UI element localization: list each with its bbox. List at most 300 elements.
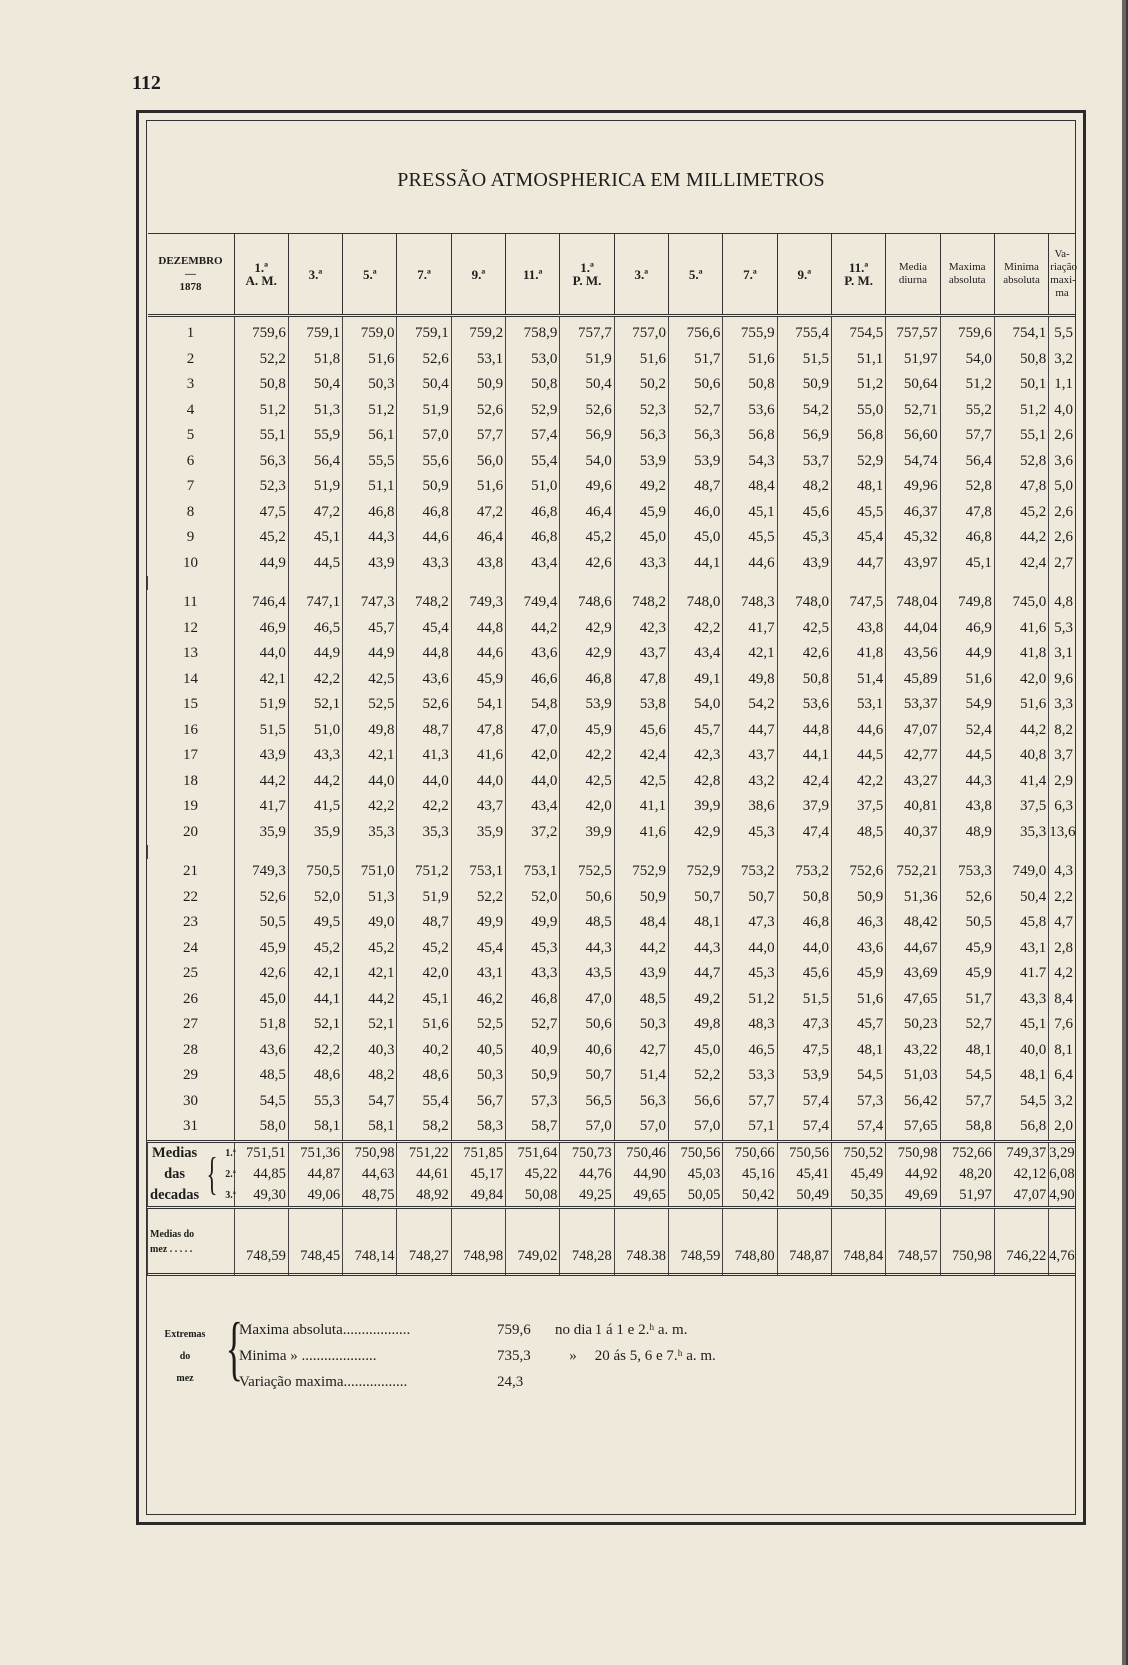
value-cell: 49,2 xyxy=(614,474,668,500)
value-cell: 753,3 xyxy=(940,859,994,885)
value-cell: 748,3 xyxy=(723,590,777,616)
table-row xyxy=(148,551,1076,577)
value-cell: 43,2 xyxy=(723,769,777,795)
day-cell: 29 xyxy=(183,1067,198,1084)
value-cell: 57,1 xyxy=(723,1114,777,1141)
value-cell: 4,2 xyxy=(1049,961,1075,987)
decade-value-cell: 48,92 xyxy=(397,1185,451,1208)
day-cell: 4 xyxy=(186,401,195,418)
value-cell: 43,1 xyxy=(451,961,505,987)
value-cell: 8,2 xyxy=(1049,718,1075,744)
value-cell: 5,3 xyxy=(1049,616,1075,642)
value-cell: 48,1 xyxy=(669,910,723,936)
day-cell: 26 xyxy=(183,990,198,1007)
value-cell: 50,6 xyxy=(560,1012,614,1038)
table-row xyxy=(148,667,1076,693)
value-cell: 49,1 xyxy=(669,667,723,693)
value-cell: 57,0 xyxy=(614,1114,668,1141)
value-cell: 45,0 xyxy=(669,1038,723,1064)
value-cell: 45,3 xyxy=(506,936,560,962)
value-cell: 44,67 xyxy=(886,936,940,962)
value-cell: 44,2 xyxy=(506,616,560,642)
value-cell: 45,9 xyxy=(451,667,505,693)
value-cell: 45,8 xyxy=(994,910,1048,936)
value-cell: 47,8 xyxy=(614,667,668,693)
value-cell: 4,0 xyxy=(1049,398,1075,424)
extremes-label-word-3: mez xyxy=(176,1373,194,1384)
value-cell: 58,0 xyxy=(234,1114,288,1141)
value-cell: 55,1 xyxy=(234,423,288,449)
value-cell: 759,6 xyxy=(940,316,994,347)
day-cell: 28 xyxy=(183,1041,198,1058)
month-mean-value-cell: 748,28 xyxy=(560,1207,614,1275)
value-cell: 50,7 xyxy=(560,1063,614,1089)
gap-cell xyxy=(994,845,1048,859)
value-cell: 50,8 xyxy=(506,372,560,398)
value-cell: 52,0 xyxy=(506,885,560,911)
table-row xyxy=(148,398,1076,424)
value-cell: 47,65 xyxy=(886,987,940,1013)
value-cell: 42,1 xyxy=(343,961,397,987)
column-header-line1: 7.ª xyxy=(417,266,431,282)
value-cell: 51,36 xyxy=(886,885,940,911)
value-cell: 44,6 xyxy=(397,525,451,551)
value-cell: 44,7 xyxy=(831,551,885,577)
month-mean-value-cell: 748,80 xyxy=(723,1207,777,1275)
value-cell: 752,9 xyxy=(669,859,723,885)
month-mean-value-cell: 748,59 xyxy=(669,1207,723,1275)
value-cell: 2,7 xyxy=(1049,551,1075,577)
column-header-line2: P. M. xyxy=(844,273,873,288)
column-header xyxy=(288,234,342,316)
decade-value-cell: 751,51 xyxy=(234,1141,288,1164)
value-cell: 54,9 xyxy=(940,692,994,718)
value-cell: 50,7 xyxy=(669,885,723,911)
value-cell: 43,7 xyxy=(451,794,505,820)
value-cell: 45,1 xyxy=(723,500,777,526)
decade-mean-row xyxy=(148,1185,1076,1208)
value-cell: 45,9 xyxy=(940,961,994,987)
value-cell: 46,6 xyxy=(506,667,560,693)
gap-cell xyxy=(777,845,831,859)
value-cell: 45,32 xyxy=(886,525,940,551)
value-cell: 53,1 xyxy=(831,692,885,718)
value-cell: 52,7 xyxy=(669,398,723,424)
decade-value-cell: 47,07 xyxy=(994,1185,1048,1208)
value-cell: 41,6 xyxy=(614,820,668,846)
decade-value-cell: 750,98 xyxy=(886,1141,940,1164)
extreme-min-key: Minima » .................... xyxy=(239,1348,377,1364)
value-cell: 44,9 xyxy=(343,641,397,667)
value-cell: 48,1 xyxy=(994,1063,1048,1089)
value-cell: 48,2 xyxy=(777,474,831,500)
decade-value-cell: 44,61 xyxy=(397,1164,451,1185)
value-cell: 47,8 xyxy=(940,500,994,526)
value-cell: 52,2 xyxy=(234,347,288,373)
value-cell: 42,7 xyxy=(614,1038,668,1064)
value-cell: 55,4 xyxy=(506,449,560,475)
value-cell: 40,2 xyxy=(397,1038,451,1064)
table-frame-inner xyxy=(146,120,1076,1515)
value-cell: 45,5 xyxy=(723,525,777,551)
extreme-max-rest: 1 á 1 e 2.ʰ a. m. xyxy=(594,1322,688,1338)
value-cell: 42,2 xyxy=(343,794,397,820)
value-cell: 52,6 xyxy=(397,692,451,718)
value-cell: 3,7 xyxy=(1049,743,1075,769)
column-header xyxy=(234,234,288,316)
value-cell: 41,7 xyxy=(234,794,288,820)
value-cell: 45,6 xyxy=(614,718,668,744)
gap-cell xyxy=(506,576,560,590)
decade-value-cell: 42,12 xyxy=(994,1164,1048,1185)
value-cell: 56,9 xyxy=(560,423,614,449)
value-cell: 45,3 xyxy=(777,525,831,551)
value-cell: 44,3 xyxy=(343,525,397,551)
value-cell: 5,5 xyxy=(1049,316,1075,347)
decade-value-cell: 45,49 xyxy=(831,1164,885,1185)
value-cell: 42,2 xyxy=(288,667,342,693)
value-cell: 50,7 xyxy=(723,885,777,911)
value-cell: 43,27 xyxy=(886,769,940,795)
pressure-table xyxy=(147,233,1078,1275)
column-header-line2: P. M. xyxy=(572,273,602,288)
decade-value-cell: 50,05 xyxy=(669,1185,723,1208)
decade-value-cell: 45,16 xyxy=(723,1164,777,1185)
value-cell: 51,6 xyxy=(831,987,885,1013)
value-cell: 44,1 xyxy=(777,743,831,769)
table-row xyxy=(148,525,1076,551)
value-cell: 35,3 xyxy=(397,820,451,846)
value-cell: 56,3 xyxy=(614,1089,668,1115)
value-cell: 50,8 xyxy=(234,372,288,398)
extremes-label xyxy=(151,1324,219,1390)
column-header-line1: 11.ª xyxy=(523,266,543,282)
value-cell: 56,9 xyxy=(777,423,831,449)
decade-label-cell xyxy=(148,1141,235,1207)
value-cell: 43,7 xyxy=(614,641,668,667)
gap-cell xyxy=(234,845,288,859)
day-cell: 9 xyxy=(186,529,195,546)
value-cell: 44,1 xyxy=(288,987,342,1013)
value-cell: 54,5 xyxy=(234,1089,288,1115)
value-cell: 53,6 xyxy=(777,692,831,718)
value-cell: 3,3 xyxy=(1049,692,1075,718)
gap-cell xyxy=(831,845,885,859)
decade-value-cell: 751,36 xyxy=(288,1141,342,1164)
gap-cell xyxy=(288,576,342,590)
value-cell: 49,6 xyxy=(560,474,614,500)
column-header-line1: 3.ª xyxy=(308,266,323,282)
gap-cell xyxy=(669,576,723,590)
value-cell: 52,6 xyxy=(940,885,994,911)
value-cell: 44,8 xyxy=(777,718,831,744)
value-cell: 51,6 xyxy=(451,474,505,500)
extreme-min-value: 735,3 xyxy=(497,1348,531,1364)
extremes-label-word-1: Extremas xyxy=(164,1329,206,1340)
value-cell: 42,8 xyxy=(669,769,723,795)
value-cell: 751,0 xyxy=(343,859,397,885)
value-cell: 43,4 xyxy=(506,551,560,577)
value-cell: 45,9 xyxy=(614,500,668,526)
value-cell: 44,7 xyxy=(723,718,777,744)
value-cell: 43,4 xyxy=(669,641,723,667)
value-cell: 44,5 xyxy=(940,743,994,769)
value-cell: 756,6 xyxy=(669,316,723,347)
day-cell: 11 xyxy=(183,594,198,611)
value-cell: 42,5 xyxy=(560,769,614,795)
day-cell: 20 xyxy=(183,823,198,840)
value-cell: 40,0 xyxy=(994,1038,1048,1064)
value-cell: 40,9 xyxy=(506,1038,560,1064)
value-cell: 757,7 xyxy=(560,316,614,347)
value-cell: 5,0 xyxy=(1049,474,1075,500)
gap-cell xyxy=(451,576,505,590)
value-cell: 48,5 xyxy=(831,820,885,846)
extremes-label-word-2: do xyxy=(179,1351,191,1362)
column-header-line1: 9.ª xyxy=(471,266,486,282)
value-cell: 53,6 xyxy=(723,398,777,424)
value-cell: 57,0 xyxy=(669,1114,723,1141)
value-cell: 46,8 xyxy=(506,987,560,1013)
value-cell: 44,6 xyxy=(723,551,777,577)
decade-value-cell: 750,46 xyxy=(614,1141,668,1164)
value-cell: 54,3 xyxy=(723,449,777,475)
value-cell: 56,8 xyxy=(994,1114,1048,1141)
value-cell: 50,8 xyxy=(777,885,831,911)
value-cell: 40,5 xyxy=(451,1038,505,1064)
day-cell: 10 xyxy=(183,554,198,571)
table-row xyxy=(148,961,1076,987)
value-cell: 41,1 xyxy=(614,794,668,820)
value-cell: 51,5 xyxy=(777,987,831,1013)
value-cell: 57,0 xyxy=(560,1114,614,1141)
value-cell: 44,2 xyxy=(994,525,1048,551)
value-cell: 54,7 xyxy=(343,1089,397,1115)
value-cell: 754,5 xyxy=(831,316,885,347)
extreme-max-key: Maxima absoluta.................. xyxy=(239,1322,411,1338)
value-cell: 40,37 xyxy=(886,820,940,846)
value-cell: 39,9 xyxy=(669,794,723,820)
value-cell: 45,0 xyxy=(669,525,723,551)
day-cell: 14 xyxy=(183,670,198,687)
value-cell: 50,5 xyxy=(940,910,994,936)
value-cell: 44,0 xyxy=(723,936,777,962)
value-cell: 56,60 xyxy=(886,423,940,449)
gap-cell xyxy=(614,576,668,590)
table-row xyxy=(148,718,1076,744)
value-cell: 748,2 xyxy=(397,590,451,616)
value-cell: 49,2 xyxy=(669,987,723,1013)
value-cell: 42,6 xyxy=(234,961,288,987)
value-cell: 47,0 xyxy=(506,718,560,744)
value-cell: 42,9 xyxy=(669,820,723,846)
value-cell: 47,2 xyxy=(288,500,342,526)
value-cell: 46,8 xyxy=(506,525,560,551)
day-cell: 25 xyxy=(183,965,198,982)
value-cell: 747,5 xyxy=(831,590,885,616)
table-body xyxy=(148,316,1076,1275)
value-cell: 43,9 xyxy=(777,551,831,577)
value-cell: 45,7 xyxy=(343,616,397,642)
table-row xyxy=(148,1038,1076,1064)
value-cell: 749,4 xyxy=(506,590,560,616)
decade-value-cell: 750,52 xyxy=(831,1141,885,1164)
value-cell: 51,1 xyxy=(831,347,885,373)
value-cell: 42,9 xyxy=(560,616,614,642)
value-cell: 46,5 xyxy=(288,616,342,642)
value-cell: 52,6 xyxy=(451,398,505,424)
value-cell: 50,8 xyxy=(994,347,1048,373)
value-cell: 43,6 xyxy=(397,667,451,693)
column-header-line1: Maxima xyxy=(948,261,986,273)
day-cell: 15 xyxy=(183,696,198,713)
value-cell: 52,7 xyxy=(940,1012,994,1038)
value-cell: 46,5 xyxy=(723,1038,777,1064)
value-cell: 8,1 xyxy=(1049,1038,1075,1064)
value-cell: 52,5 xyxy=(451,1012,505,1038)
value-cell: 56,1 xyxy=(343,423,397,449)
value-cell: 49,96 xyxy=(886,474,940,500)
value-cell: 51,2 xyxy=(831,372,885,398)
value-cell: 35,9 xyxy=(234,820,288,846)
value-cell: 50,9 xyxy=(777,372,831,398)
value-cell: 45,4 xyxy=(831,525,885,551)
value-cell: 45,4 xyxy=(397,616,451,642)
column-header-line1: 5.ª xyxy=(688,266,703,282)
value-cell: 50,2 xyxy=(614,372,668,398)
value-cell: 42,77 xyxy=(886,743,940,769)
value-cell: 51,0 xyxy=(288,718,342,744)
value-cell: 43,97 xyxy=(886,551,940,577)
value-cell: 4,7 xyxy=(1049,910,1075,936)
value-cell: 42,1 xyxy=(343,743,397,769)
extreme-var-key: Variação maxima................. xyxy=(239,1374,408,1390)
value-cell: 44,6 xyxy=(451,641,505,667)
day-cell: 7 xyxy=(186,478,195,495)
gap-cell xyxy=(723,845,777,859)
value-cell: 43,56 xyxy=(886,641,940,667)
value-cell: 44,2 xyxy=(343,987,397,1013)
day-cell: 6 xyxy=(186,452,195,469)
value-cell: 748,04 xyxy=(886,590,940,616)
value-cell: 45,7 xyxy=(669,718,723,744)
value-cell: 45,3 xyxy=(723,820,777,846)
value-cell: 44,0 xyxy=(397,769,451,795)
value-cell: 50,8 xyxy=(777,667,831,693)
month-mean-value-cell: 748,27 xyxy=(397,1207,451,1275)
value-cell: 51,5 xyxy=(777,347,831,373)
day-cell: 5 xyxy=(186,427,195,444)
decade-value-cell: 49,84 xyxy=(451,1185,505,1208)
value-cell: 51,2 xyxy=(723,987,777,1013)
extreme-min-row xyxy=(239,1348,716,1365)
decade-value-cell: 750,98 xyxy=(343,1141,397,1164)
value-cell: 46,9 xyxy=(234,616,288,642)
value-cell: 44,1 xyxy=(669,551,723,577)
day-cell: 1 xyxy=(186,325,195,342)
value-cell: 51,3 xyxy=(343,885,397,911)
value-cell: 46,4 xyxy=(560,500,614,526)
decade-value-cell: 50,49 xyxy=(777,1185,831,1208)
value-cell: 51,6 xyxy=(397,1012,451,1038)
value-cell: 757,57 xyxy=(886,316,940,347)
value-cell: 52,6 xyxy=(397,347,451,373)
value-cell: 50,9 xyxy=(397,474,451,500)
value-cell: 752,6 xyxy=(831,859,885,885)
decade-value-cell: 45,17 xyxy=(451,1164,505,1185)
decade-value-cell: 45,41 xyxy=(777,1164,831,1185)
value-cell: 41,8 xyxy=(831,641,885,667)
month-mean-label-line2: mez . . . . . xyxy=(150,1243,193,1255)
value-cell: 54,0 xyxy=(560,449,614,475)
value-cell: 2,6 xyxy=(1049,525,1075,551)
value-cell: 48,42 xyxy=(886,910,940,936)
value-cell: 48,4 xyxy=(723,474,777,500)
value-cell: 45,2 xyxy=(234,525,288,551)
value-cell: 49,0 xyxy=(343,910,397,936)
value-cell: 4,3 xyxy=(1049,859,1075,885)
column-header-line2: A. M. xyxy=(245,273,277,288)
table-row xyxy=(148,474,1076,500)
value-cell: 46,8 xyxy=(560,667,614,693)
value-cell: 755,4 xyxy=(777,316,831,347)
value-cell: 44,2 xyxy=(234,769,288,795)
gap-cell xyxy=(669,845,723,859)
value-cell: 55,5 xyxy=(343,449,397,475)
value-cell: 50,5 xyxy=(234,910,288,936)
value-cell: 1,1 xyxy=(1049,372,1075,398)
value-cell: 56,0 xyxy=(451,449,505,475)
value-cell: 50,6 xyxy=(669,372,723,398)
value-cell: 45,2 xyxy=(397,936,451,962)
value-cell: 41,4 xyxy=(994,769,1048,795)
value-cell: 53,8 xyxy=(614,692,668,718)
table-row xyxy=(148,500,1076,526)
value-cell: 42,1 xyxy=(723,641,777,667)
value-cell: 748,0 xyxy=(777,590,831,616)
column-header xyxy=(940,234,994,316)
decade-value-cell: 751,64 xyxy=(506,1141,560,1164)
value-cell: 56,5 xyxy=(560,1089,614,1115)
day-cell: 31 xyxy=(183,1118,198,1135)
value-cell: 47,3 xyxy=(777,1012,831,1038)
decade-ordinal: 3.ª xyxy=(225,1189,236,1201)
value-cell: 43,9 xyxy=(234,743,288,769)
value-cell: 43,8 xyxy=(831,616,885,642)
value-cell: 52,6 xyxy=(234,885,288,911)
value-cell: 45,1 xyxy=(288,525,342,551)
table-row xyxy=(148,347,1076,373)
decade-value-cell: 48,75 xyxy=(343,1185,397,1208)
day-cell: 2 xyxy=(186,350,195,367)
decade-label-words xyxy=(150,1143,199,1206)
value-cell: 44,0 xyxy=(234,641,288,667)
value-cell: 53,9 xyxy=(560,692,614,718)
day-cell: 18 xyxy=(183,772,198,789)
value-cell: 2,0 xyxy=(1049,1114,1075,1141)
value-cell: 44,0 xyxy=(777,936,831,962)
page-title: PRESSÃO ATMOSPHERICA EM MILLIMETROS xyxy=(397,169,825,191)
gap-cell xyxy=(397,576,451,590)
value-cell: 48,1 xyxy=(831,474,885,500)
value-cell: 41,7 xyxy=(723,616,777,642)
value-cell: 44,2 xyxy=(288,769,342,795)
value-cell: 57,3 xyxy=(506,1089,560,1115)
day-cell: 16 xyxy=(183,721,198,738)
month-mean-value-cell: 748.38 xyxy=(614,1207,668,1275)
day-cell: 21 xyxy=(183,863,198,880)
value-cell: 9,6 xyxy=(1049,667,1075,693)
